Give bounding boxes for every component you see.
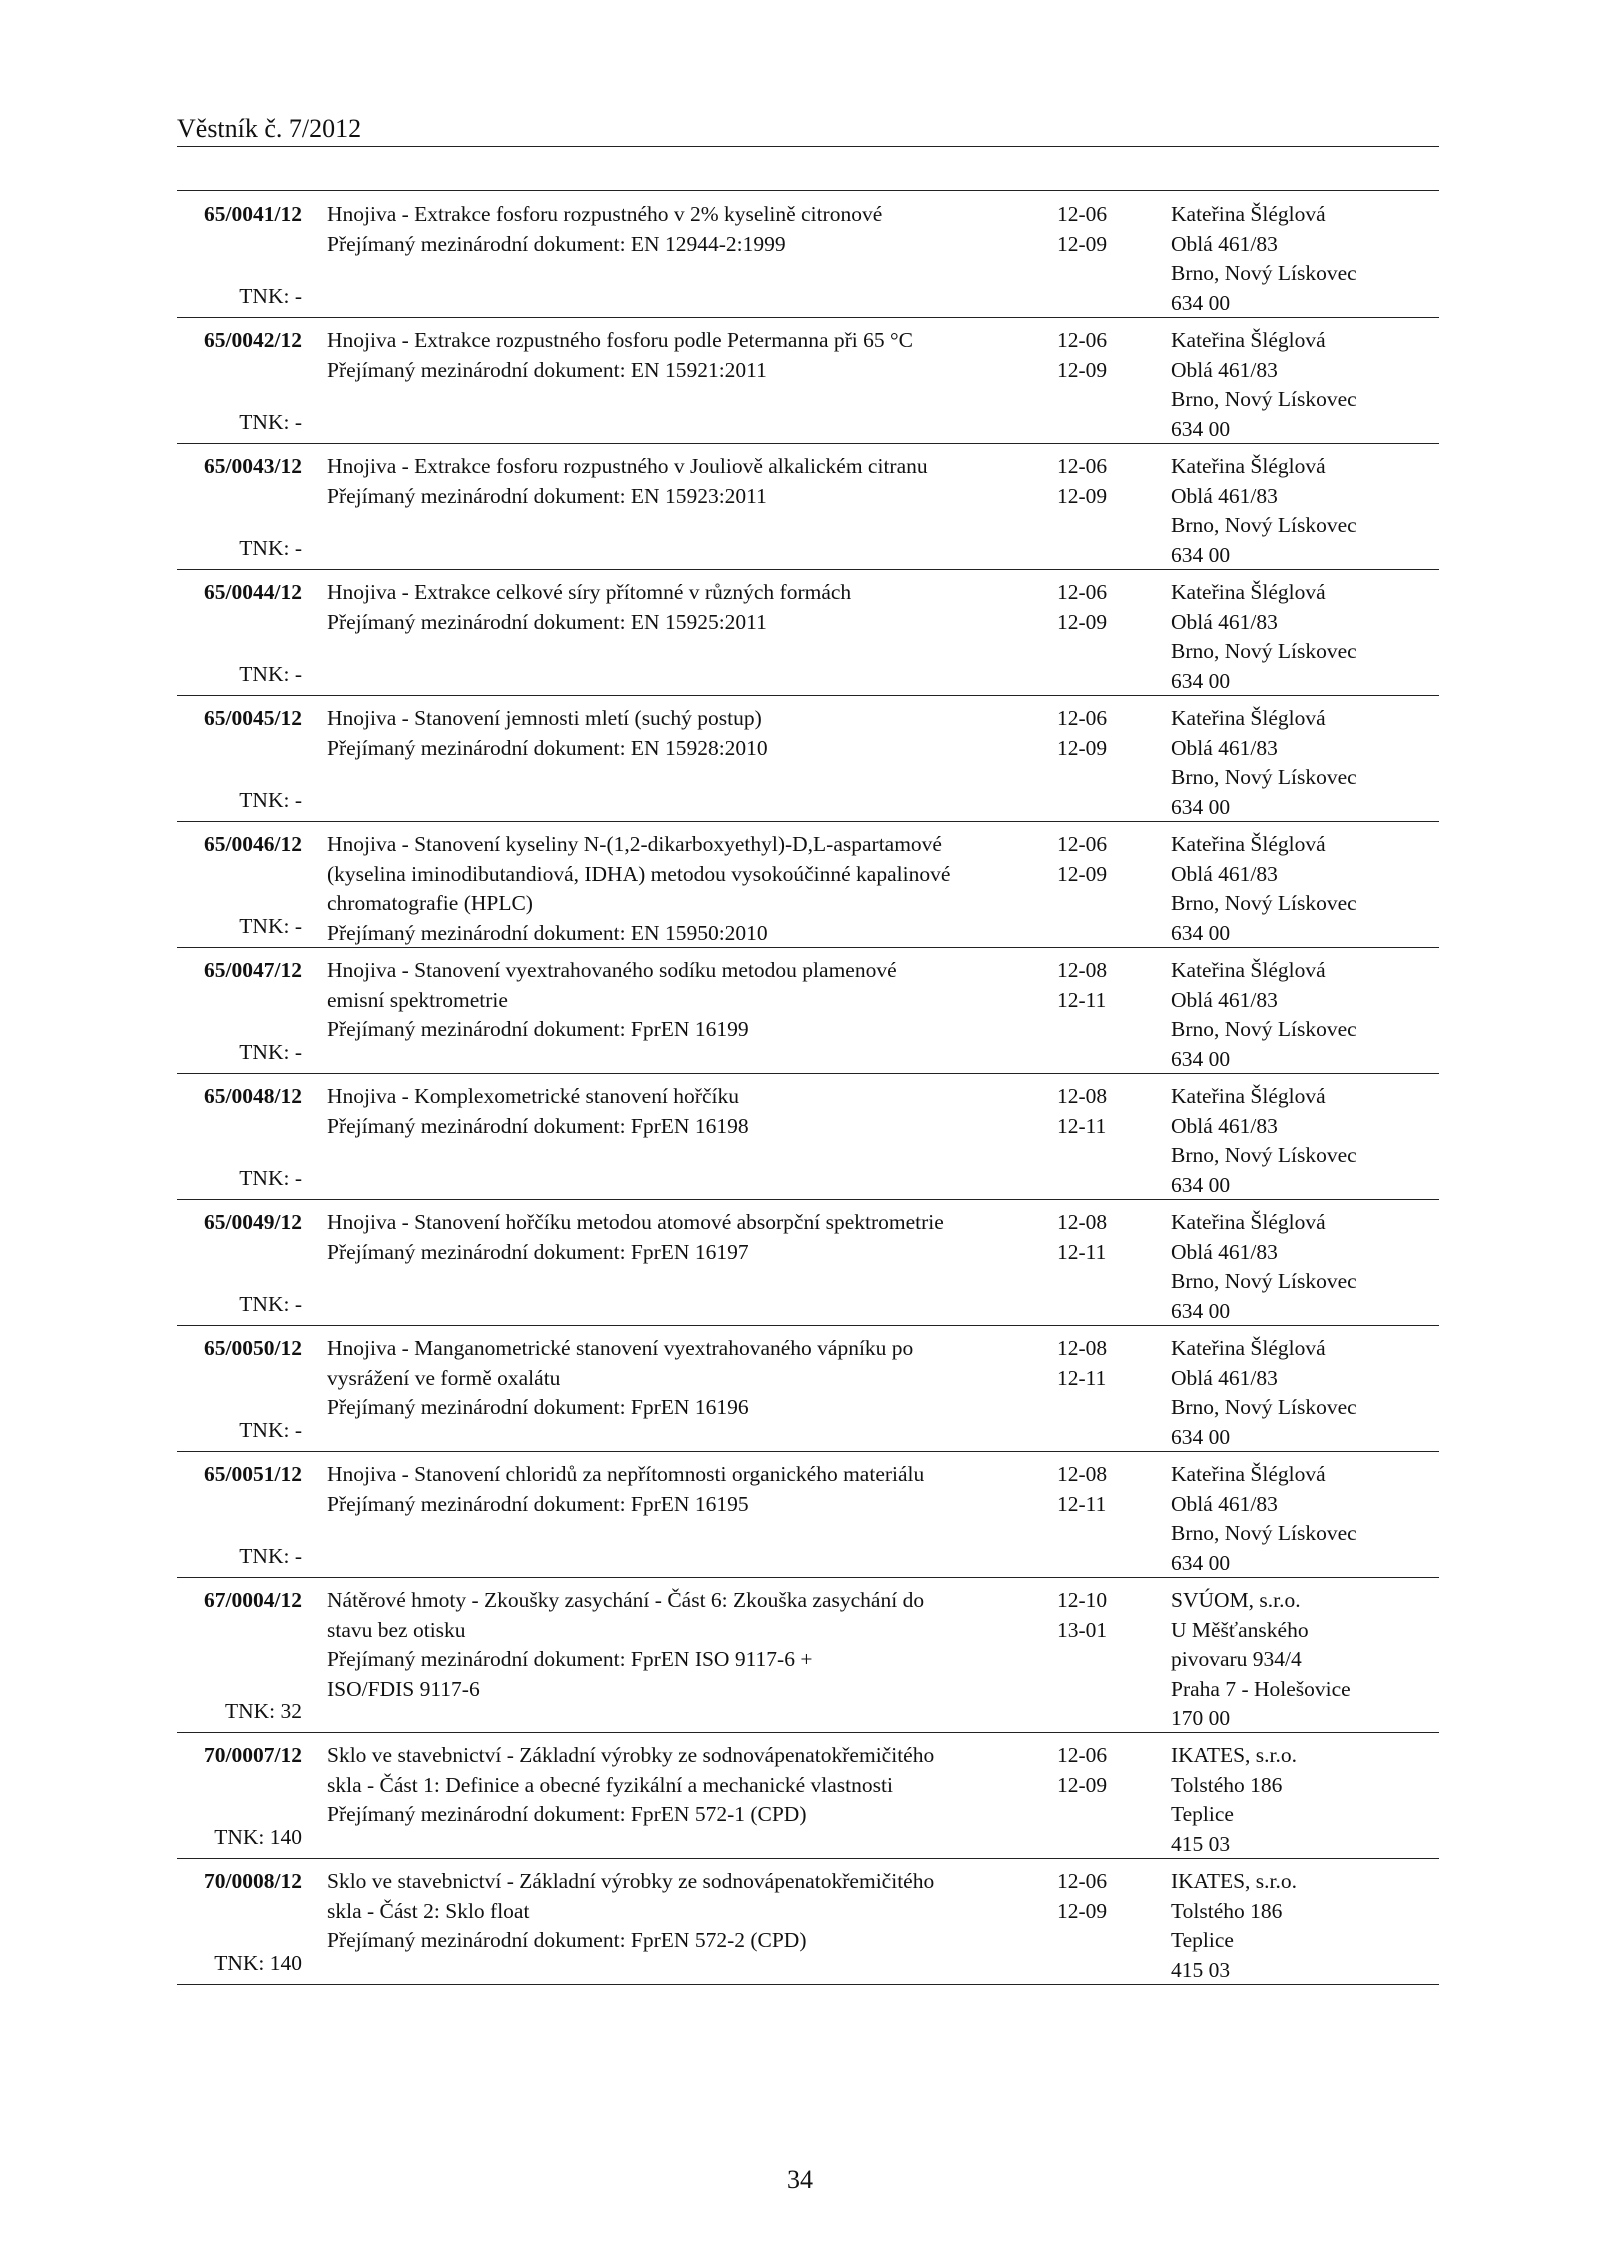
contact-line: Teplice [1171,1928,1234,1952]
title-line: Hnojiva - Extrakce celkové síry přítomné v různých formách [327,580,852,604]
date-value: 12-11 [1057,1491,1107,1516]
date-value: 12-11 [1057,1113,1107,1138]
title-line: Hnojiva - Komplexometrické stanovení hořčíku [327,1084,739,1108]
contact-line: Brno, Nový Lískovec [1171,1143,1357,1167]
contact-line: IKATES, s.r.o. [1171,1869,1298,1893]
entry-title [327,1334,1052,1423]
table-row [177,696,1439,822]
date-value: 12-09 [1057,231,1108,256]
title-line: Hnojiva - Stanovení vyextrahovaného sodíku metodou plamenové [327,958,897,982]
date-value: 12-11 [1057,1239,1107,1264]
contact-line: Brno, Nový Lískovec [1171,1017,1357,1041]
title-line: Hnojiva - Stanovení kyseliny N-(1,2-dikarboxyethyl)-D,L-aspartamové [327,832,942,856]
contact-line: Brno, Nový Lískovec [1171,639,1357,663]
entry-title [327,326,1052,385]
date-value: 12-06 [1057,454,1108,478]
page-number: 34 [787,2165,813,2194]
tnk-label: TNK: 140 [214,1824,302,1849]
date-value: 12-09 [1057,735,1108,760]
contact-line: Kateřina Šléglová [1171,706,1326,730]
entry-contact [1171,452,1439,570]
entry-dates [1057,1082,1147,1141]
contact-line: Oblá 461/83 [1171,357,1278,382]
contact-line: Brno, Nový Lískovec [1171,261,1357,285]
contact-line: Kateřina Šléglová [1171,580,1326,604]
date-value: 12-09 [1057,861,1108,886]
date-value: 12-06 [1057,328,1108,352]
contact-line: Kateřina Šléglová [1171,832,1326,856]
entry-number: 65/0044/12 [204,580,302,604]
entry-contact [1171,1460,1439,1578]
entry-contact [1171,200,1439,318]
entry-number: 65/0049/12 [204,1210,302,1234]
contact-line: Oblá 461/83 [1171,1113,1278,1138]
contact-line: Oblá 461/83 [1171,1365,1278,1390]
title-line: Přejímaný mezinárodní dokument: EN 15925:2011 [327,609,767,634]
table-row [177,1452,1439,1578]
title-line: Sklo ve stavebnictví - Základní výrobky ze sodnovápenatokřemičitého [327,1743,935,1767]
entry-number: 65/0051/12 [204,1462,302,1486]
contact-line: Oblá 461/83 [1171,1239,1278,1264]
title-line: Hnojiva - Extrakce fosforu rozpustného v Jouliově alkalickém citranu [327,454,928,478]
title-line: emisní spektrometrie [327,987,508,1012]
title-line: Přejímaný mezinárodní dokument: EN 15921:2011 [327,357,767,382]
table-row [177,570,1439,696]
table-row [177,1200,1439,1326]
date-value: 12-06 [1057,202,1108,226]
entry-dates [1057,578,1147,637]
title-line: Sklo ve stavebnictví - Základní výrobky ze sodnovápenatokřemičitého [327,1869,935,1893]
contact-line: Brno, Nový Lískovec [1171,1395,1357,1419]
contact-line: Oblá 461/83 [1171,1491,1278,1516]
date-value: 12-09 [1057,357,1108,382]
date-value: 12-09 [1057,1772,1108,1797]
entry-number: 65/0041/12 [204,202,302,226]
entry-dates [1057,1741,1147,1800]
date-value: 12-08 [1057,1210,1108,1234]
title-line: Přejímaný mezinárodní dokument: EN 15923:2011 [327,483,767,508]
date-value: 12-08 [1057,1084,1108,1108]
tnk-label: TNK: - [239,1039,302,1064]
title-line: Hnojiva - Stanovení jemnosti mletí (suchý postup) [327,706,762,730]
contact-line: Brno, Nový Lískovec [1171,387,1357,411]
contact-line: 634 00 [1171,1298,1231,1323]
title-line: vysrážení ve formě oxalátu [327,1365,561,1390]
tnk-label: TNK: - [239,409,302,434]
entry-title [327,1208,1052,1267]
tnk-label: TNK: - [239,913,302,938]
contact-line: Kateřina Šléglová [1171,958,1326,982]
contact-line: 634 00 [1171,1550,1231,1575]
entry-dates [1057,830,1147,889]
entry-title [327,830,1052,948]
tnk-label: TNK: - [239,1417,302,1442]
entry-dates [1057,200,1147,259]
entry-number: 65/0048/12 [204,1084,302,1108]
contact-line: Oblá 461/83 [1171,483,1278,508]
contact-line: Brno, Nový Lískovec [1171,1269,1357,1293]
entry-contact [1171,1082,1439,1200]
tnk-label: TNK: 140 [214,1950,302,1975]
contact-line: 634 00 [1171,668,1231,693]
title-line: Přejímaný mezinárodní dokument: EN 12944-2:1999 [327,231,786,256]
table-row [177,1074,1439,1200]
entry-number: 65/0043/12 [204,454,302,478]
table-row [177,1733,1439,1859]
contact-line: 634 00 [1171,1172,1231,1197]
contact-line: Praha 7 - Holešovice [1171,1676,1351,1701]
tnk-label: TNK: - [239,535,302,560]
title-line: Přejímaný mezinárodní dokument: FprEN ISO 9117-6 + [327,1647,813,1671]
contact-line: Brno, Nový Lískovec [1171,765,1357,789]
title-line: Přejímaný mezinárodní dokument: FprEN 16197 [327,1239,749,1264]
table-top-rule [177,190,1439,191]
entry-number: 65/0045/12 [204,706,302,730]
date-value: 12-08 [1057,1336,1108,1360]
contact-line: Kateřina Šléglová [1171,1210,1326,1234]
title-line: Přejímaný mezinárodní dokument: FprEN 572-2 (CPD) [327,1928,807,1952]
entry-dates [1057,1460,1147,1519]
title-line: Přejímaný mezinárodní dokument: FprEN 16199 [327,1017,749,1041]
contact-line: 634 00 [1171,1424,1231,1449]
title-line: Nátěrové hmoty - Zkoušky zasychání - Část 6: Zkouška zasychání do [327,1588,925,1612]
entry-title [327,1867,1052,1956]
contact-line: 634 00 [1171,794,1231,819]
contact-line: 634 00 [1171,542,1231,567]
contact-line: Oblá 461/83 [1171,609,1278,634]
entry-title [327,956,1052,1045]
tnk-label: TNK: - [239,1165,302,1190]
tnk-label: TNK: - [239,787,302,812]
title-line: Hnojiva - Stanovení hořčíku metodou atomové absorpční spektrometrie [327,1210,944,1234]
entry-number: 65/0046/12 [204,832,302,856]
contact-line: Oblá 461/83 [1171,987,1278,1012]
contact-line: 415 03 [1171,1831,1231,1856]
date-value: 12-09 [1057,483,1108,508]
entry-dates [1057,1334,1147,1393]
contact-line: 634 00 [1171,1046,1231,1071]
title-line: Přejímaný mezinárodní dokument: FprEN 572-1 (CPD) [327,1802,807,1826]
entry-number: 67/0004/12 [204,1588,302,1612]
table-row [177,822,1439,948]
title-line: skla - Část 1: Definice a obecné fyzikální a mechanické vlastnosti [327,1772,893,1797]
bulletin-title: Věstník č. 7/2012 [177,114,362,143]
page-header [177,112,1439,147]
entry-dates [1057,1208,1147,1267]
table-row [177,444,1439,570]
entry-contact [1171,326,1439,444]
contact-line: Oblá 461/83 [1171,231,1278,256]
title-line: Přejímaný mezinárodní dokument: FprEN 16198 [327,1113,749,1138]
contact-line: Kateřina Šléglová [1171,1462,1326,1486]
table-row [177,1326,1439,1452]
table-row [177,318,1439,444]
entry-contact [1171,1741,1439,1859]
entry-contact [1171,704,1439,822]
title-line: skla - Část 2: Sklo float [327,1898,530,1923]
entry-title [327,578,1052,637]
tnk-label: TNK: - [239,1291,302,1316]
contact-line: IKATES, s.r.o. [1171,1743,1298,1767]
contact-line: Brno, Nový Lískovec [1171,1521,1357,1545]
date-value: 12-06 [1057,832,1108,856]
contact-line: Tolstého 186 [1171,1772,1283,1797]
tnk-label: TNK: 32 [224,1698,302,1723]
contact-line: 634 00 [1171,290,1231,315]
contact-line: 634 00 [1171,416,1231,441]
entry-number: 65/0042/12 [204,328,302,352]
table-row [177,192,1439,318]
title-line: Hnojiva - Manganometrické stanovení vyextrahovaného vápníku po [327,1336,914,1360]
title-line: Hnojiva - Extrakce fosforu rozpustného v 2% kyselině citronové [327,202,883,226]
entry-dates [1057,704,1147,763]
contact-line: Kateřina Šléglová [1171,1336,1326,1360]
entry-number: 65/0050/12 [204,1336,302,1360]
date-value: 12-11 [1057,1365,1107,1390]
contact-line: pivovaru 934/4 [1171,1647,1302,1671]
date-value: 12-09 [1057,609,1108,634]
title-line: Přejímaný mezinárodní dokument: FprEN 16195 [327,1491,749,1516]
entry-dates [1057,956,1147,1015]
entry-title [327,1082,1052,1141]
title-line: Hnojiva - Extrakce rozpustného fosforu podle Petermanna při 65 °C [327,328,913,352]
entry-title [327,452,1052,511]
date-value: 12-08 [1057,1462,1108,1486]
date-value: 12-11 [1057,987,1107,1012]
title-line: (kyselina iminodibutandiová, IDHA) metodou vysokoúčinné kapalinové [327,861,951,886]
contact-line: SVÚOM, s.r.o. [1171,1588,1301,1612]
entry-title [327,704,1052,763]
title-line: Přejímaný mezinárodní dokument: EN 15950:2010 [327,920,768,945]
date-value: 12-09 [1057,1898,1108,1923]
title-line: Přejímaný mezinárodní dokument: FprEN 16196 [327,1395,749,1419]
entry-contact [1171,1586,1439,1734]
entry-number: 70/0008/12 [204,1869,302,1893]
entry-contact [1171,1208,1439,1326]
contact-line: Teplice [1171,1802,1234,1826]
contact-line: Kateřina Šléglová [1171,202,1326,226]
contact-line: Oblá 461/83 [1171,735,1278,760]
date-value: 12-10 [1057,1588,1108,1612]
title-line: Přejímaný mezinárodní dokument: EN 15928:2010 [327,735,768,760]
contact-line: 415 03 [1171,1957,1231,1982]
entry-title [327,200,1052,259]
contact-line: Kateřina Šléglová [1171,328,1326,352]
date-value: 12-06 [1057,1869,1108,1893]
entry-dates [1057,1867,1147,1926]
contact-line: 634 00 [1171,920,1231,945]
title-line: chromatografie (HPLC) [327,891,533,915]
entry-contact [1171,956,1439,1074]
contact-line: Tolstého 186 [1171,1898,1283,1923]
title-line: ISO/FDIS 9117-6 [327,1676,480,1701]
contact-line: U Měšťanského [1171,1617,1309,1642]
contact-line: Kateřina Šléglová [1171,1084,1326,1108]
date-value: 12-06 [1057,1743,1108,1767]
entry-contact [1171,1334,1439,1452]
standards-table [177,192,1439,1985]
contact-line: Kateřina Šléglová [1171,454,1326,478]
entry-contact [1171,1867,1439,1985]
title-line: stavu bez otisku [327,1617,466,1642]
tnk-label: TNK: - [239,661,302,686]
contact-line: Brno, Nový Lískovec [1171,513,1357,537]
entry-dates [1057,1586,1147,1645]
tnk-label: TNK: - [239,283,302,308]
date-value: 13-01 [1057,1617,1108,1642]
entry-number: 65/0047/12 [204,958,302,982]
title-line: Hnojiva - Stanovení chloridů za nepřítomnosti organického materiálu [327,1462,925,1486]
table-row [177,1578,1439,1733]
date-value: 12-06 [1057,580,1108,604]
entry-title [327,1586,1052,1704]
entry-title [327,1460,1052,1519]
table-row [177,948,1439,1074]
entry-contact [1171,578,1439,696]
date-value: 12-08 [1057,958,1108,982]
contact-line: 170 00 [1171,1706,1231,1730]
contact-line: Oblá 461/83 [1171,861,1278,886]
entry-contact [1171,830,1439,948]
tnk-label: TNK: - [239,1543,302,1568]
date-value: 12-06 [1057,706,1108,730]
entry-dates [1057,452,1147,511]
entry-dates [1057,326,1147,385]
entry-title [327,1741,1052,1830]
entry-number: 70/0007/12 [204,1743,302,1767]
table-row [177,1859,1439,1985]
contact-line: Brno, Nový Lískovec [1171,891,1357,915]
